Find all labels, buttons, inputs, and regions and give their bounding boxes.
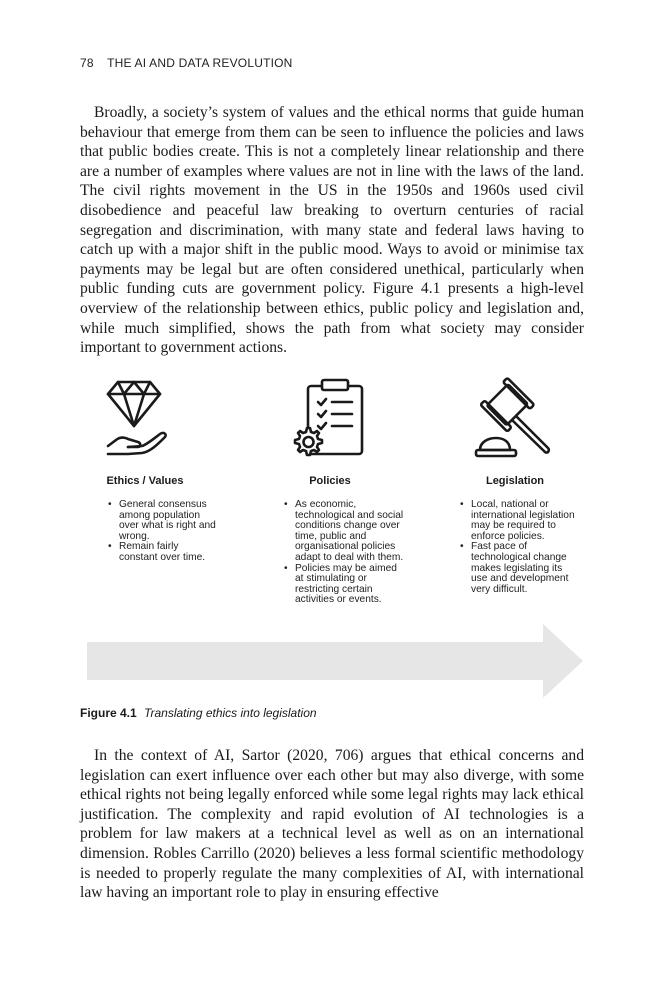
figure-caption-text: Translating ethics into legislation: [144, 706, 317, 720]
list-item: • Local, national or international legislation may be required to enforce policies.: [458, 500, 576, 542]
progression-arrow: [87, 624, 583, 703]
list-item: • General consensus among population over what is right and wrong.: [106, 500, 218, 542]
clipboard-gear-icon: [290, 378, 370, 458]
running-head: [80, 56, 293, 70]
page-number: 78: [80, 56, 94, 70]
diamond-hand-icon: [106, 378, 170, 456]
figure-4-1: [80, 372, 590, 702]
column-title-policies: Policies: [309, 475, 351, 487]
gavel-icon: [474, 376, 558, 460]
list-item: • As economic, technological and social conditions change over time, public and organisational policies adapt to deal with them.: [282, 500, 404, 564]
list-item: • Fast pace of technological change makes legislating its use and development very difficult.: [458, 542, 576, 595]
body-paragraph-1: Broadly, a society’s system of values and the ethical norms that guide human behaviour that emerge from them can be seen to influence the policies and laws that public bodies create. This is not a completely linear relationship and there are a number of examples where values are not in line with the laws of the land. The civil rights movement in the US in the 1950s and 1960s used civil disobedience and peaceful law breaking to overturn centuries of racial segregation and discrimination, with many state and federal laws having to catch up with a major shift in the public mood. Ways to avoid or minimise tax payments may be legal but are often considered unethical, particularly when public funding cuts are government policy. Figure 4.1 presents a high-level overview of the relationship between ethics, public policy and legislation and, while much simplified, shows the path from what society may consider important to government actions.: [80, 104, 584, 357]
legislation-bullet-list: [458, 500, 576, 595]
body-paragraph-2: In the context of AI, Sartor (2020, 706) argues that ethical concerns and legislation can exert influence over each other but may also diverge, with some ethical rights not being legally enforced while some legal rights may lack ethical justification. The complexity and rapid evolution of AI technologies is a problem for law makers at a technical level as well as on an international dimension. Robles Carrillo (2020) believes a less formal scientific methodology is needed to properly regulate the many complexities of AI, with international law having an important role to play in ensuring effective: [80, 747, 584, 902]
figure-caption: [80, 706, 317, 720]
column-title-ethics: Ethics / Values: [106, 475, 184, 487]
policies-bullet-list: [282, 500, 404, 606]
list-item: • Remain fairly constant over time.: [106, 542, 218, 563]
figure-caption-label: Figure 4.1: [80, 706, 137, 720]
ethics-bullet-list: [106, 500, 218, 564]
column-title-legislation: Legislation: [485, 475, 545, 487]
running-head-title: THE AI AND DATA REVOLUTION: [107, 56, 293, 70]
list-item: • Policies may be aimed at stimulating or restricting certain activities or events.: [282, 564, 404, 606]
